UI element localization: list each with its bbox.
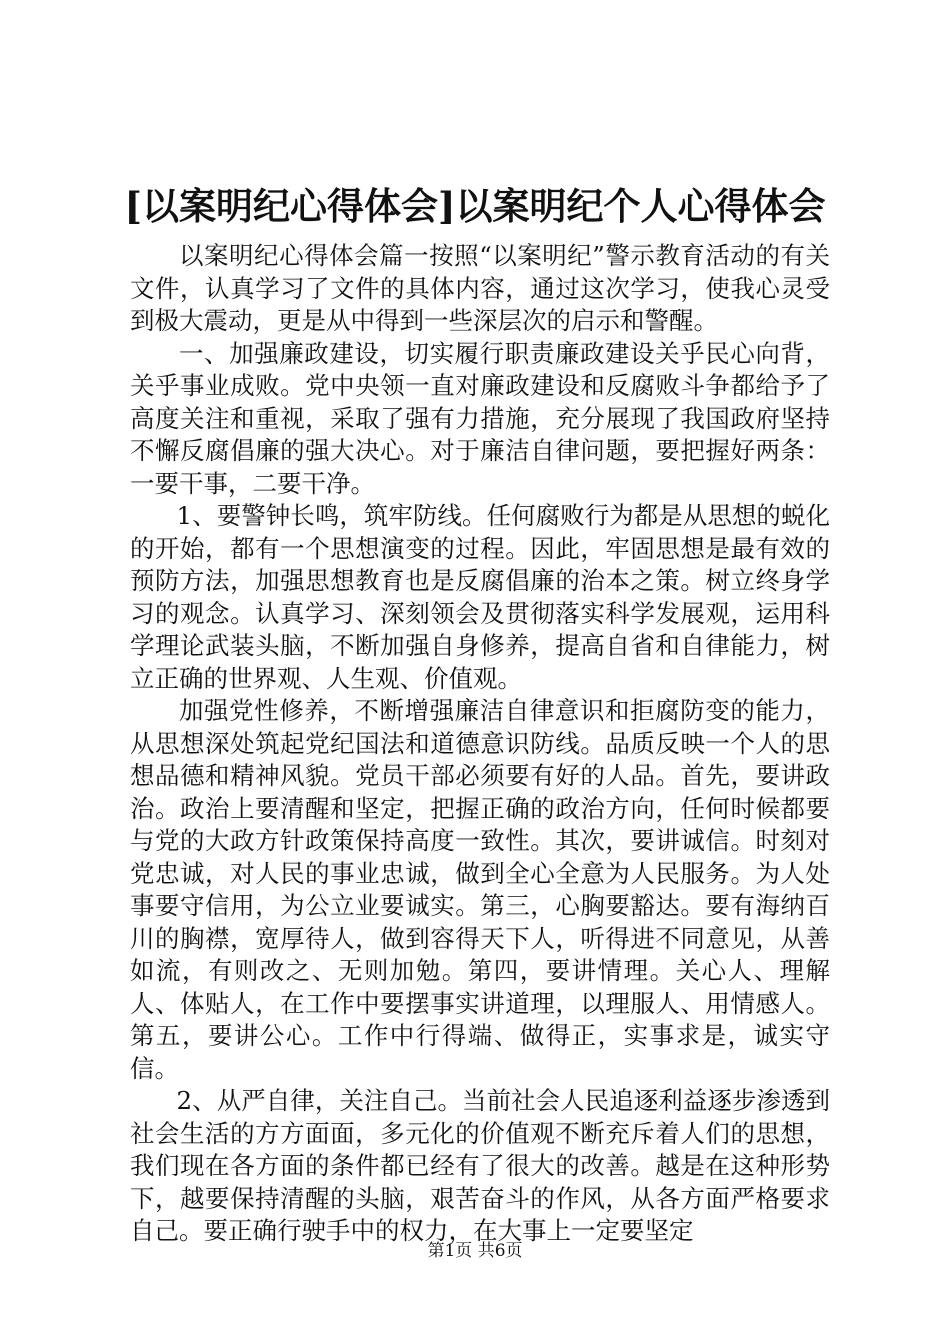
paragraph-point-one: 1、要警钟长鸣，筑牢防线。任何腐败行为都是从思想的蜕化的开始，都有一个思想演变的过程。因此，牢固思想是最有效的预防方法，加强思想教育也是反腐倡廉的治本之策。树立终身学习的观念。认真学习、深刻领会及贯彻落实科学发展观，运用科学理论武装头脑，不断加强自身修养，提高自省和自律能力，树立正确的世界观、人生观、价值观。: [130, 501, 830, 693]
document-body: [130, 240, 830, 1248]
paragraph-point-two: 2、从严自律，关注自己。当前社会人民追逐利益逐步渗透到社会生活的方方面面，多元化的价值观不断充斥着人们的思想，我们现在各方面的条件都已经有了很大的改善。越是在这种形势下，越要保持清醒的头脑，艰苦奋斗的作风，从各方面严格要求自己。要正确行驶手中的权力，在大事上一定要坚定: [130, 1086, 830, 1245]
document-title: [以案明纪心得体会]以案明纪个人心得体会: [124, 184, 826, 228]
page-footer: 第1页 共6页: [427, 1241, 523, 1261]
paragraph-section-one: 一、加强廉政建设，切实履行职责廉政建设关乎民心向背，关乎事业成败。党中央领一直对廉政建设和反腐败斗争都给予了高度关注和重视，采取了强有力措施，充分展现了我国政府坚持不懈反腐倡廉的强大决心。对于廉洁自律问题，要把握好两条：一要干事，二要干净。: [130, 338, 830, 498]
paragraph-intro: 以案明纪心得体会篇一按照“以案明纪”警示教育活动的有关文件，认真学习了文件的具体内容，通过这次学习，使我心灵受到极大震动，更是从中得到一些深层次的启示和警醒。: [130, 241, 830, 335]
paragraph-party-spirit: 加强党性修养，不断增强廉洁自律意识和拒腐防变的能力，从思想深处筑起党纪国法和道德意识防线。品质反映一个人的思想品德和精神风貌。党员干部必须要有好的人品。首先，要讲政治。政治上要清醒和坚定，把握正确的政治方向，任何时候都要与党的大政方针政策保持高度一致性。其次，要讲诚信。时刻对党忠诚，对人民的事业忠诚，做到全心全意为人民服务。为人处事要守信用，为公立业要诚实。第三，心胸要豁达。要有海纳百川的胸襟，宽厚待人，做到容得天下人，听得进不同意见，从善如流，有则改之、无则加勉。第四，要讲情理。关心人、理解人、体贴人，在工作中要摆事实讲道理，以理服人、用情感人。第五，要讲公心。工作中行得端、做得正，实事求是，诚实守信。: [130, 696, 830, 1083]
